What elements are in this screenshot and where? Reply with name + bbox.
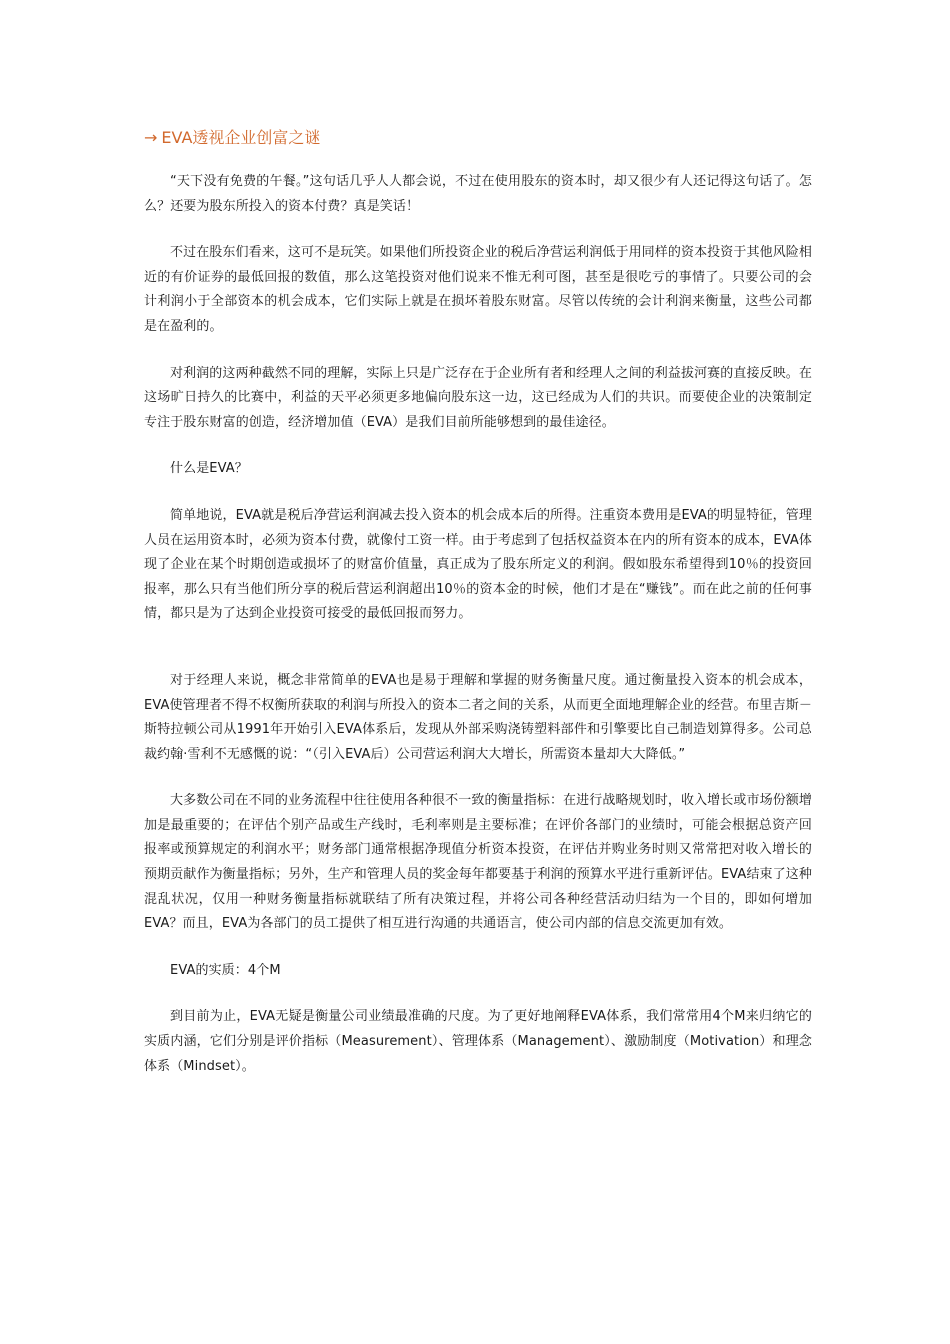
document-page <box>144 124 812 1101</box>
paragraph-3: 对利润的这两种截然不同的理解，实际上只是广泛存在于企业所有者和经理人之间的利益拔河赛的直接反映。在这场旷日持久的比赛中，利益的天平必须更多地偏向股东这一边，这已经成为人们的共识。而要使企业的决策制定专注于股东财富的创造，经济增加值（EVA）是我们目前所能够想到的最佳途径。 <box>144 365 812 430</box>
paragraph-4: 简单地说，EVA就是税后净营运利润减去投入资本的机会成本后的所得。注重资本费用是EVA的明显特征，管理人员在运用资本时，必须为资本付费，就像付工资一样。由于考虑到了包括权益资本在内的所有资本的成本，EVA体现了企业在某个时期创造或损坏了的财富价值量，真正成为了股东所定义的利润。假如股东希望得到10％的投资回报率，那么只有当他们所分享的税后营运利润超出10％的资本金的时候，他们才是在“赚钱”。而在此之前的任何事情，都只是为了达到企业投资可接受的最低回报而努力。 <box>144 507 812 622</box>
paragraph-1: “天下没有免费的午餐。”这句话几乎人人都会说，不过在使用股东的资本时，却又很少有人还记得这句话了。怎么？还要为股东所投入的资本付费？真是笑话！ <box>144 174 812 214</box>
arrow-icon: → <box>144 128 158 147</box>
paragraph-5: 对于经理人来说，概念非常简单的EVA也是易于理解和掌握的财务衡量尺度。通过衡量投入资本的机会成本，EVA使管理者不得不权衡所获取的利润与所投入的资本二者之间的关系，从而更全面地理解企业的经营。布里吉斯－斯特拉顿公司从1991年开始引入EVA体系后，发现从外部采购浇铸塑料部件和引擎要比自己制造划算得多。公司总裁约翰·雪利不无感慨的说：“（引入EVA后）公司营运利润大大增长，所需资本量却大大降低。” <box>144 672 812 762</box>
section-heading-4m: EVA的实质：4个M <box>170 962 281 978</box>
paragraph-7: 到目前为止，EVA无疑是衡量公司业绩最准确的尺度。为了更好地阐释EVA体系，我们常常用4个M来归纳它的实质内涵，它们分别是评价指标（Measurement）、管理体系（Management）、激励制度（Motivation）和理念体系（Mindset）。 <box>144 1009 812 1074</box>
article-title-text: EVA透视企业创富之谜 <box>161 128 321 147</box>
paragraph-2: 不过在股东们看来，这可不是玩笑。如果他们所投资企业的税后净营运利润低于用同样的资本投资于其他风险相近的有价证券的最低回报的数值，那么这笔投资对他们说来不惟无利可图，甚至是很吃亏的事情了。只要公司的会计利润小于全部资本的机会成本，它们实际上就是在损坏着股东财富。尽管以传统的会计利润来衡量，这些公司都是在盈利的。 <box>144 245 812 334</box>
paragraph-6: 大多数公司在不同的业务流程中往往使用各种很不一致的衡量指标：在进行战略规划时，收入增长或市场份额增加是最重要的；在评估个别产品或生产线时，毛利率则是主要标准；在评价各部门的业绩时，可能会根据总资产回报率或预算规定的利润水平；财务部门通常根据净现值分析资本投资，在评估并购业务时则又常常把对收入增长的预期贡献作为衡量指标；另外，生产和管理人员的奖金每年都要基于利润的预算水平进行重新评估。EVA结束了这种混乱状况，仅用一种财务衡量指标就联结了所有决策过程，并将公司各种经营活动归结为一个目的，即如何增加EVA？而且，EVA为各部门的员工提供了相互进行沟通的共通语言，使公司内部的信息交流更加有效。 <box>144 793 812 932</box>
article-title <box>144 124 812 152</box>
section-heading-what-is-eva: 什么是EVA？ <box>170 461 248 477</box>
